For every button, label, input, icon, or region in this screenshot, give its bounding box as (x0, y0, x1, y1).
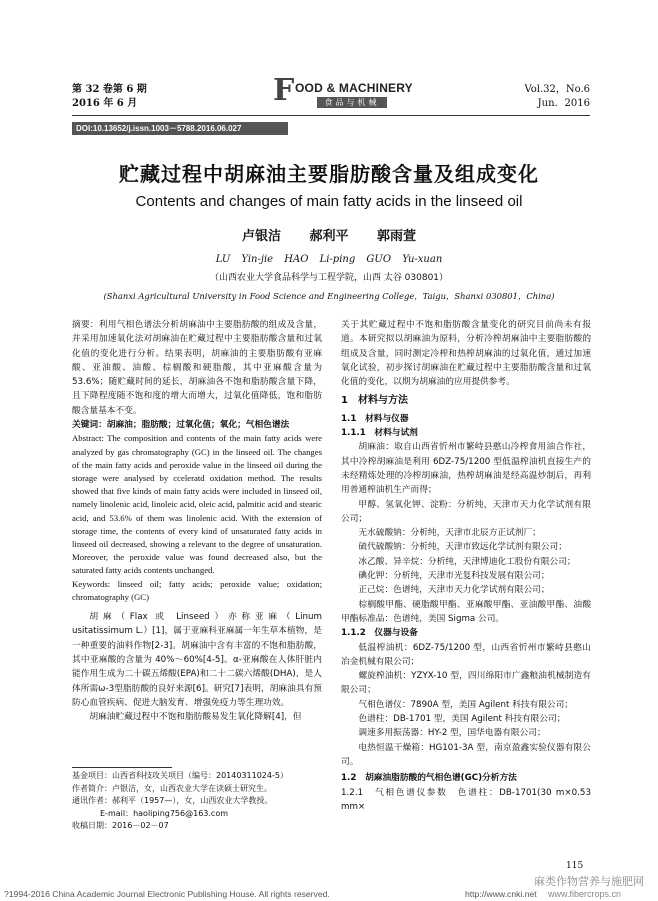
instrument-item: 色谱柱：DB-1701 型，美国 Agilent 科技有限公司； (358, 714, 566, 725)
footnote-email: E-mail：haoliping756@163.com (100, 808, 229, 818)
doi-banner: DOI:10.13652/j.issn.1003－5788.2016.06.027 (72, 122, 288, 135)
section-1-heading: 1 材料与方法 (341, 395, 408, 407)
affiliation-en: (Shanxi Agricultural University in Food Science and Engineering College，Taigu，Shanxi 030801，China) (103, 291, 555, 301)
section-1-1-heading: 1.1 材料与仪器 (341, 413, 409, 424)
footnote-corresponding: 通讯作者：郝利平（1957—），女，山西农业大学教授。 (72, 796, 273, 806)
article-title-cn: 贮藏过程中胡麻油主要脂肪酸含量及组成变化 (119, 162, 539, 186)
copyright-notice: ?1994-2016 China Academic Journal Electronic Publishing House. All rights reserved. (4, 889, 330, 899)
section-1-2-heading: 1.2 胡麻油脂肪酸的气相色谱(GC)分析方法 (341, 773, 517, 784)
reagent-item: 硫代硫酸钠：分析纯，天津市致远化学试剂有限公司； (358, 542, 567, 553)
footnote-author: 作者简介：卢银洁，女，山西农业大学在读硕士研究生。 (72, 783, 272, 793)
watermark-text: 麻类作物营养与施肥网 (534, 876, 644, 888)
abstract-en: Abstract: The composition and contents of the main fatty acids were analyzed by gas chromatography (GC) in the linseed oil. The changes of the main fatty acids and peroxide value in the linseed oil during the storage were analysed by cceleratd oxidation method. The results showed that five kinds of main fatty acids were included in linseed oil, namely linolenic acid, linoleic acid, oleic acid, palmitic acid and stearic acid, and 53.6% of them was linolenic acid. With the extension of storage time, the contents of every kind of unsaturated fatty acids in linseed oil decreased, showing a relevant to the degree of unsaturation. Moreover, the peroxide value was found decreased also, but the saturated fatty acids contents unchanged. (72, 433, 322, 576)
issue-info-cn (72, 83, 147, 111)
footnote (72, 770, 322, 833)
journal-logo (273, 73, 413, 108)
reagent-item: 正己烷：色谱纯，天津市天力化学试剂有限公司； (358, 585, 550, 596)
reagent-item: 冰乙酸、异辛烷：分析纯，天津博迪化工股份有限公司； (358, 556, 576, 567)
issue-info-en (524, 83, 590, 111)
article-title-en: Contents and changes of main fatty acids in the linseed oil (135, 193, 523, 210)
authors-cn: 卢银洁 郝利平 郭雨萱 (241, 229, 417, 244)
abstract-cn: 摘要：利用气相色谱法分析胡麻油中主要脂肪酸的组成及含量，并采用加速氧化法对胡麻油在贮藏过程中主要脂肪酸含量和过氧化值的变化进行分析。结果表明，胡麻油的主要脂肪酸有亚麻酸、亚油酸、油酸、棕榈酸和硬脂酸，其中亚麻酸含量为 53.6%；随贮藏时间的延长，胡麻油各不饱和脂肪酸含量下降，且下降程度随不饱和度的增大而增大，过氧化值降低，饱和脂肪酸含量基本不变。 (72, 320, 322, 416)
issue-date-en: Jun．2016 (537, 98, 590, 109)
instrument-item: 螺旋榨油机：YZYX-10 型，四川绵阳市广鑫粮油机械制造有限公司； (341, 671, 591, 696)
section-1-1-2-heading: 1.1.2 仪器与设备 (341, 628, 418, 639)
reagent-item: 甲醇、氢氧化钾、淀粉：分析纯，天津市天力化学试剂有限公司； (341, 499, 591, 524)
authors-en: LU Yin-jie HAO Li-ping GUO Yu-xuan (215, 254, 443, 265)
intro-paragraph-2: 胡麻油贮藏过程中不饱和脂肪酸易发生氧化降解[4]，但 (89, 712, 302, 723)
right-column (341, 318, 591, 814)
section-1-1-1-heading: 1.1.1 材料与试剂 (341, 428, 418, 439)
affiliation-cn: （山西农业大学食品科学与工程学院，山西 太谷 030801） (209, 273, 449, 283)
intro-continued: 关于其贮藏过程中不饱和脂肪酸含量变化的研究目前尚未有报道。本研究拟以胡麻油为原料，分析冷榨胡麻油中主要脂肪酸的组成及含量，同时测定冷榨和热榨胡麻油的过氧化值，通过加速氧化试验，初步探讨胡麻油在贮藏过程中主要脂肪酸含量和过氧化值的变化，以期为胡麻油的应用提供参考。 (341, 320, 591, 388)
keywords-en: Keywords: linseed oil; fatty acids; peroxide value; oxidation; chromatography (GC) (72, 578, 322, 602)
left-column (72, 318, 322, 724)
watermark-url: www.fibercrops.cn (548, 889, 622, 899)
instrument-item: 低温榨油机：6DZ-75/1200 型，山西省忻州市繁峙县憨山冶金机械有限公司； (341, 642, 591, 667)
footnote-received: 收稿日期：2016－02－07 (72, 821, 169, 831)
reagent-item: 棕榈酸甲酯、硬脂酸甲酯、亚麻酸甲酯、亚油酸甲酯、油酸甲酯标准品：色谱纯，美国 Sigma 公司。 (341, 599, 591, 624)
footnote-rule (72, 767, 172, 768)
instrument-item: 调速多用振荡器：HY-2 型，国华电器有限公司； (358, 728, 546, 739)
issue-volume-en: Vol.32，No.6 (524, 84, 590, 95)
issue-volume-cn: 第 32 卷第 6 期 (72, 84, 147, 95)
page-number: 115 (566, 861, 584, 871)
section-1-2-1-heading: 1.2.1 气相色谱仪参数 色谱柱：DB-1701(30 m×0.53 mm× (341, 787, 591, 812)
materials-paragraph: 胡麻油：取自山西省忻州市繁峙县憨山冷榨食用油合作社，其中冷榨胡麻油是利用 6DZ-75/1200 型低温榨油机直接生产的未经精炼处理的冷榨胡麻油，热榨胡麻油是经高温炒制后，再利用普通榨油机生产而得； (341, 442, 591, 496)
reagent-item: 碘化钾：分析纯，天津市光复科技发展有限公司； (358, 571, 550, 582)
instrument-item: 气相色谱仪：7890A 型，美国 Agilent 科技有限公司； (358, 699, 573, 710)
reagent-item: 无水硫酸钠：分析纯，天津市北辰方正试剂厂； (358, 528, 541, 539)
keywords-cn: 关键词：胡麻油；脂肪酸；过氧化值；氧化；气相色谱法 (72, 420, 290, 431)
header-rule (72, 115, 590, 116)
instrument-item: 电热恒温干燥箱：HG101-3A 型，南京盈鑫实验仪器有限公司。 (341, 742, 591, 767)
footnote-fund: 基金项目：山西省科技攻关项目（编号：20140311024-5） (72, 771, 288, 780)
journal-logo-text: OOD & MACHINERY (295, 81, 413, 95)
journal-logo-mark: F (273, 73, 295, 108)
journal-logo-subtitle: 食品与机械 (317, 97, 387, 108)
issue-date-cn: 2016 年 6 月 (72, 98, 138, 109)
cnki-link[interactable]: http://www.cnki.net (465, 889, 537, 899)
intro-paragraph-1: 胡麻（Flax 或 Linseed）亦称亚麻（Linum usitatissimum L.）[1]，属于亚麻科亚麻属一年生草本植物，是一种重要的油料作物[2-3]。胡麻油中含有丰富的不饱和脂肪酸，其中亚麻酸的含量为 40%～60%[4-5]。α-亚麻酸在人体肝脏内能作用生成为二十碳五烯酸(EPA)和二十二碳六烯酸(DHA)，是人体所需ω-3型脂肪酸的良好来源[6]。研究[7]表明，胡麻油具有预防心血管疾病、促进大脑发育、增强免疫力等生理功效。 (72, 612, 322, 708)
